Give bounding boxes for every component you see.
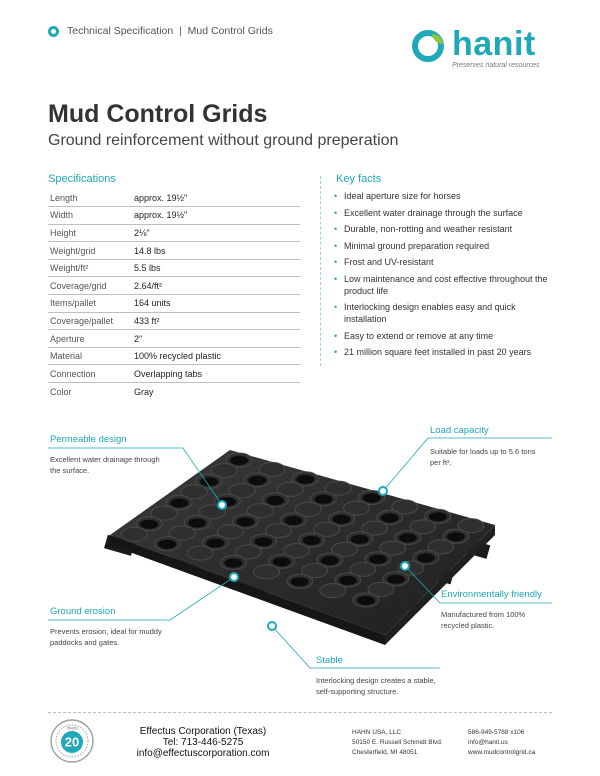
twenty-years-badge-icon: [50, 719, 94, 763]
key-fact-item: • Ideal aperture size for horses: [334, 190, 554, 202]
spec-key: Weight/ft²: [50, 263, 89, 274]
callout-permeable-text: Excellent water drainage through the surface.: [50, 455, 160, 475]
hahn-contact: [468, 728, 535, 758]
spec-value: Overlapping tabs: [134, 368, 203, 379]
contact-website[interactable]: www.mudcontrolgrid.ca: [468, 749, 536, 756]
contact-email[interactable]: info@hanit.us: [468, 739, 508, 746]
spec-value: 100% recycled plastic: [134, 351, 222, 362]
spec-key: Weight/grid: [50, 245, 96, 256]
spec-key: Aperture: [50, 333, 85, 344]
key-fact-item: • 21 million square feet installed in past 20 years: [334, 346, 554, 358]
key-fact-item: • Excellent water drainage through the surface: [334, 207, 554, 219]
page-title: Mud Control Grids: [48, 100, 268, 128]
logo-wordmark: hanit: [452, 25, 536, 63]
callout-stable-title: Stable: [316, 655, 343, 666]
breadcrumb-text: Technical Specification | Mud Control Grids: [67, 25, 273, 37]
contact-phone: 586-949-5788 x106: [468, 729, 525, 736]
callout-erosion-text: Prevents erosion, ideal for muddy paddocks and gates.: [50, 627, 162, 647]
key-fact-item: • Interlocking design enables easy and quick installation: [334, 301, 554, 325]
effectus-contact: [136, 726, 270, 759]
effectus-tel: Tel: 713-446-5275: [162, 737, 244, 748]
circle-bullet-icon: [48, 26, 59, 37]
spec-row: [48, 189, 300, 207]
key-fact-item: • Easy to extend or remove at any time: [334, 330, 554, 342]
hahn-street: 50150 E. Russell Schmidt Blvd.: [352, 739, 443, 746]
spec-key: Connection: [50, 368, 96, 379]
callout-environment-title: Environmentally friendly: [441, 589, 542, 600]
spec-value: 14.8 lbs: [134, 245, 166, 256]
spec-key: Coverage/grid: [50, 280, 107, 291]
spec-value: 5.5 lbs: [134, 263, 161, 274]
specifications-heading: Specifications: [48, 173, 116, 185]
callout-permeable-title: Permeable design: [50, 434, 127, 445]
effectus-email[interactable]: info@effectuscorporation.com: [136, 748, 270, 759]
key-fact-item: • Minimal ground preparation required: [334, 240, 554, 252]
spec-value: 164 units: [134, 298, 171, 309]
spec-row: [48, 383, 300, 401]
spec-value: 2⅛": [134, 227, 150, 238]
breadcrumb: [48, 25, 273, 37]
spec-key: Height: [50, 227, 77, 238]
key-fact-item: • Low maintenance and cost effective throughout the product life: [334, 273, 554, 297]
spec-row: [48, 224, 300, 242]
spec-key: Coverage/pallet: [50, 315, 114, 326]
callout-load-text: Suitable for loads up to 5.6 tons per ft².: [430, 447, 536, 467]
spec-key: Width: [50, 210, 74, 221]
callout-environment-text: Manufactured from 100% recycled plastic.: [441, 610, 526, 630]
spec-value: Gray: [134, 386, 154, 397]
key-facts-list: [334, 190, 554, 363]
spec-row: [48, 312, 300, 330]
footer-divider: [48, 712, 552, 713]
svg-text:20: 20: [64, 734, 80, 750]
spec-value: approx. 19½": [134, 210, 188, 221]
spec-value: 2.64/ft²: [134, 280, 163, 291]
spec-row: [48, 207, 300, 225]
spec-row: [48, 330, 300, 348]
leaf-ring-icon: [410, 28, 446, 64]
spec-row: [48, 347, 300, 365]
spec-key: Items/pallet: [50, 298, 97, 309]
hahn-address: [352, 728, 443, 758]
callout-load-title: Load capacity: [430, 425, 489, 436]
spec-key: Length: [50, 192, 78, 203]
spec-value: 2": [134, 333, 143, 344]
page-subtitle: Ground reinforcement without ground preperation: [48, 132, 399, 149]
hahn-name: HAHN USA, LLC: [352, 729, 402, 736]
spec-row: [48, 365, 300, 383]
spec-row: [48, 277, 300, 295]
spec-row: [48, 295, 300, 313]
spec-key: Color: [50, 386, 72, 397]
specifications-table: [48, 189, 300, 400]
spec-value: approx. 19½": [134, 192, 188, 203]
divider: [320, 176, 321, 366]
logo-tagline: Preserves natural resources: [452, 62, 540, 69]
key-fact-item: • Durable, non-rotting and weather resistant: [334, 223, 554, 235]
effectus-name: Effectus Corporation (Texas): [139, 726, 267, 737]
spec-row: [48, 259, 300, 277]
hanit-logo: [410, 25, 550, 72]
callout-erosion-title: Ground erosion: [50, 606, 116, 617]
key-facts-heading: Key facts: [336, 173, 382, 185]
callout-stable-text: Interlocking design creates a stable, self-supporting structure.: [316, 676, 436, 696]
svg-text:Years: Years: [66, 725, 78, 731]
spec-row: [48, 242, 300, 260]
spec-key: Material: [50, 351, 83, 362]
hahn-city: Chesterfield, MI 48051: [352, 749, 418, 756]
key-fact-item: • Frost and UV-resistant: [334, 256, 554, 268]
spec-value: 433 ft²: [134, 315, 160, 326]
